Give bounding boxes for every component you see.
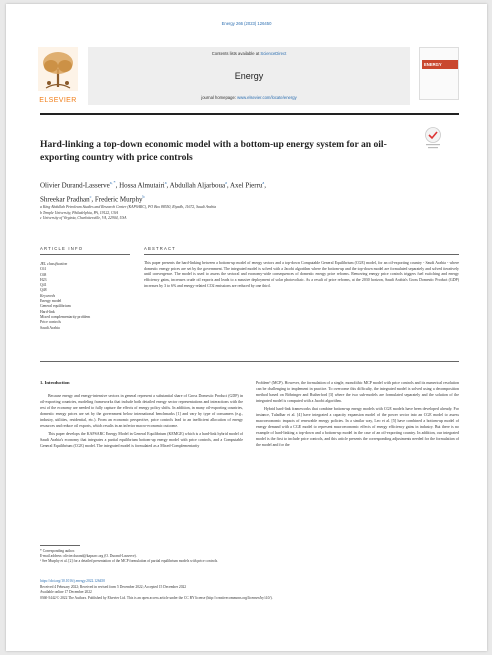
license-statement: 0360-5442/© 2022 The Authors. Published by Elsevier Ltd. This is an open access article under the CC BY license (http://creativecommons.org/licenses/by/4.0/). bbox=[40, 595, 273, 600]
introduction-heading: 1. Introduction bbox=[40, 380, 70, 385]
affiliation: c University of Virginia, Charlottesville, VA, 22904, USA bbox=[40, 216, 127, 221]
elsevier-logo bbox=[34, 45, 82, 109]
abstract-text: This paper presents the hard-linking between a bottom-up model of energy sectors and a top-down Computable General Equilibrium (CGE) model, for an oil-exporting country - Saudi Arabia - where domestic energy prices are set by the government. The integrated model is solved with a Jacobi algorithm where the bottom-up and the top-down model are formulated separately and solved iteratively until convergence. The model is used to assess the sectoral and economy-wide consequences of domestic energy price reforms. Removing energy price controls triggers fuel switching and energy efficiency gains, increases crude oil exports and leads to a massive deployment of solar photovoltaic. As a result of price reforms, at the 2030 horizon, Saudi Arabia's Gross Domestic Product (GDP) increases by 3 to 6% and energy-related CO2 emissions are reduced by one third. bbox=[144, 261, 459, 288]
available-online: Available online 17 December 2022 bbox=[40, 590, 92, 595]
keyword: Saudi Arabia bbox=[40, 325, 60, 330]
sciencedirect-link[interactable]: ScienceDirect bbox=[260, 51, 287, 56]
jel-code: H23 bbox=[40, 277, 47, 282]
keyword: Energy model bbox=[40, 299, 62, 304]
author-name[interactable]: Frederic Murphy bbox=[94, 195, 143, 204]
body-paragraph: Hybrid hard-link frameworks that combine bottom-up energy models with CGE models have been developed already. For instance, Tuladhar et al. [4] have integrated a capacity expansion model of the power sector into an CGE model to assess macroeconomic impacts of renewable energy policies. In a similar way, Leo et al. [5] have combined a bottom-up model of energy demand with a CGE model to represent macroeconomic effects of energy efficiency gains in industry. But there is no example of hard-linking a top-down and a bottom-up model in the case of an oil-exporting country. In addition, our integrated model is the first to include price controls, and this article presents the corresponding adjustments needed for the formulation of the model and for the bbox=[256, 406, 459, 448]
affiliation: b Temple University, Philadelphia, PA, 19122, USA bbox=[40, 210, 119, 215]
homepage-line: journal homepage: www.elsevier.com/locate/energy bbox=[201, 95, 297, 100]
article-info-heading: ARTICLE INFO bbox=[40, 246, 84, 251]
author-name[interactable]: Olivier Durand-Lasserve bbox=[40, 181, 110, 190]
publication-info bbox=[40, 579, 460, 601]
jel-label: JEL classification bbox=[40, 262, 68, 266]
email-note[interactable]: E-mail address: olivier.durand@kapsarc.org (O. Durand-Lasserve). bbox=[40, 554, 137, 559]
jel-code: Q41 bbox=[40, 283, 47, 288]
abstract-heading: ABSTRACT bbox=[144, 246, 176, 251]
journal-homepage-link[interactable]: www.elsevier.com/locate/energy bbox=[237, 95, 297, 100]
header-rule bbox=[40, 113, 459, 115]
received-dates: Received 4 February 2022; Received in revised form 5 December 2022; Accepted 15 December 2022 bbox=[40, 584, 187, 589]
body-paragraph: Problem¹ (MCP). However, the formulation of a single, monolithic MCP model with price controls and its numerical resolution can be challenging to implement in practice. To overcome this difficulty, the integrated model is solved using a decomposition method based on Böhringer and Rutherford [3] where the two sub-models are formulated separately and the solution of the integrated model is computed with a Jacobi algorithm. bbox=[256, 380, 459, 404]
jel-code: C61 bbox=[40, 267, 47, 272]
contents-line: Contents lists available at ScienceDirect bbox=[211, 51, 287, 56]
check-for-updates-icon[interactable] bbox=[424, 126, 442, 150]
keyword: Mixed complementarity problem bbox=[40, 314, 91, 319]
journal-title: Energy bbox=[234, 71, 264, 81]
abstract-rule bbox=[144, 254, 459, 255]
jel-code: Q48 bbox=[40, 288, 47, 293]
authors-line-1: Olivier Durand-Lasserve$^{a, *}$, Hossa Almutairi$^a$, Abdullah Aljarboua$^a$, Axel Pierru$^a$, bbox=[40, 180, 266, 190]
affiliations bbox=[40, 205, 400, 222]
journal-reference[interactable]: Energy 266 (2023) 126450 bbox=[221, 21, 272, 26]
author-name[interactable]: Shreekar Pradhan bbox=[40, 195, 90, 204]
journal-header bbox=[88, 47, 410, 105]
footnotes bbox=[40, 549, 260, 565]
authors-line-2: Shreekar Pradhan$^c$, Frederic Murphy$^b$ bbox=[40, 194, 145, 204]
keyword: Hard-link bbox=[40, 309, 55, 314]
keyword: Price controls bbox=[40, 320, 61, 325]
cover-title-bar bbox=[422, 60, 458, 69]
footnote-rule bbox=[40, 545, 80, 546]
footnote-1: ¹ See Murphy et al. [2] for a detailed presentation of the MCP formulation of partial equilibrium models with price controls. bbox=[40, 559, 218, 564]
affiliation: a King Abdullah Petroleum Studies and Research Center (KAPSARC), PO Box 88550, Riyadh, 11672, Saudi Arabia bbox=[40, 205, 217, 209]
keywords-label: Keywords bbox=[40, 293, 56, 298]
jel-code: C68 bbox=[40, 272, 47, 277]
article-info-rule bbox=[40, 254, 130, 255]
body-paragraph: Because energy and energy-intensive sectors in general represent a substantial share of Gross Domestic Product (GDP) in oil-exporting countries, modeling frameworks that include both detailed energy sector representations and interactions with the rest of the economy are needed to fully capture the effects of energy policy shifts. In addition, in many oil-exporting countries, domestic energy prices are set by the government below international benchmarks [1] and vary by type of consumers (e.g., industry, utilities, residential, etc.). From an economic perspective, price controls lead to an inefficient allocation of energy resources and reduce oil exports, which results in an inferior macro-economic outcome. bbox=[40, 393, 243, 429]
body-column-right bbox=[256, 380, 459, 448]
author-list bbox=[40, 177, 410, 206]
keyword: General equilibrium bbox=[40, 304, 71, 309]
corresponding-author-note: * Corresponding author. bbox=[40, 549, 75, 553]
article-info bbox=[40, 262, 130, 331]
elsevier-tree-icon bbox=[38, 47, 78, 91]
author-name[interactable]: Hossa Almutairi bbox=[119, 181, 165, 190]
author-name[interactable]: Axel Pierru bbox=[229, 181, 263, 190]
cover-journal-name: ENERGY bbox=[424, 62, 442, 67]
article-page bbox=[6, 4, 487, 651]
body-paragraph: This paper develops the KAPSARC Energy Model in General Equilibrium (KEMGE) which is a hard-link hybrid model of Saudi Arabia's economy that integrates a partial equilibrium bottom-up energy model with price controls, and a Computable General Equilibrium (CGE) model. The integrated model is formulated as a Mixed-Complementarity bbox=[40, 431, 243, 449]
author-name[interactable]: Abdullah Aljarboua bbox=[169, 181, 226, 190]
journal-cover-thumbnail bbox=[419, 47, 459, 100]
doi-link[interactable]: https://doi.org/10.1016/j.energy.2022.126450 bbox=[40, 579, 106, 583]
elsevier-wordmark: ELSEVIER bbox=[39, 97, 77, 104]
abstract-bottom-rule bbox=[40, 361, 459, 362]
body-column-left bbox=[40, 393, 243, 449]
article-title: Hard-linking a top-down economic model with a bottom-up energy system for an oil-exporting country with price controls bbox=[40, 139, 387, 163]
